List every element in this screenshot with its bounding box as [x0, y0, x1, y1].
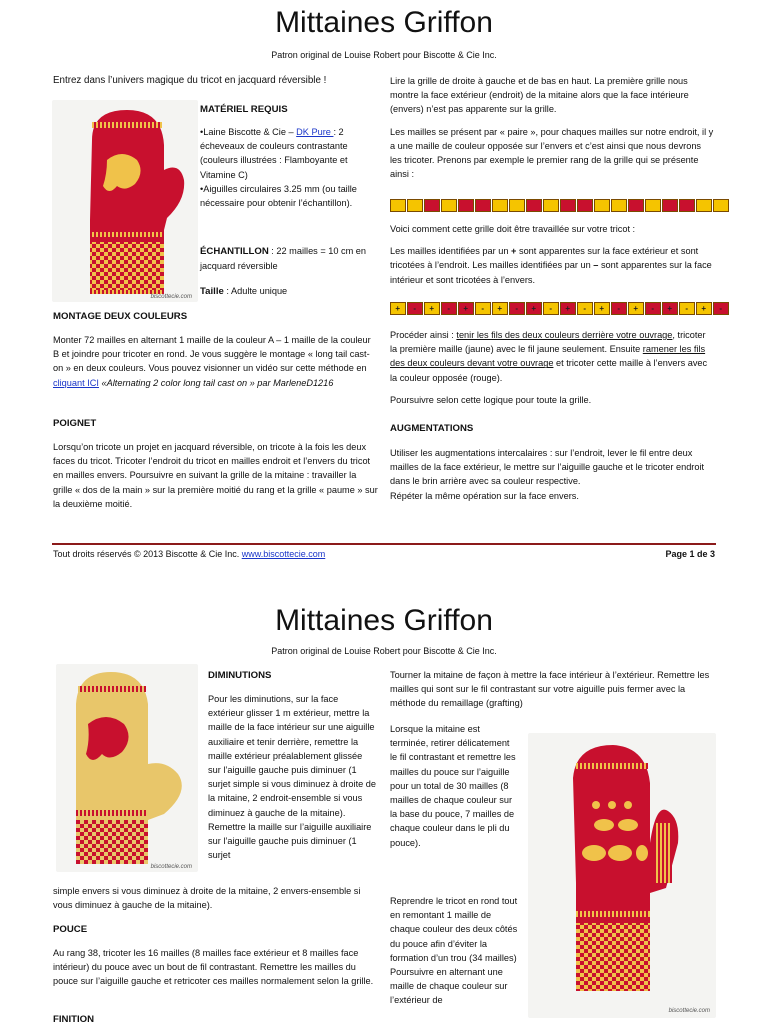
- page1-right-column-2: [390, 222, 715, 295]
- page2-right-para-2: Lorsque la mitaine est terminée, retirer délicatement le fil contrastant et remettre les mailles du pouce sur l’aiguille pour un total de 30 mailles (8 mailles de chaque couleur sur la base du pouce, 7 mailles de chaque couleur dans le pli du pouce).: [390, 724, 516, 848]
- montage-heading: MONTAGE DEUX COULEURS: [53, 311, 188, 322]
- grid-cell: [713, 199, 729, 212]
- page1-subtitle: Patron original de Louise Robert pour Biscotte & Cie Inc.: [271, 50, 497, 60]
- materiel-item-1-text: •Laine Biscotte & Cie –: [200, 127, 297, 137]
- taille-label: Taille: [200, 286, 224, 297]
- proceder-paragraph: Procéder ainsi : tenir les fils des deux couleurs derrière votre ouvrage, tricoter la première maille (jaune) avec le fil jaune seulement. Ensuite ramener les fils des deux couleurs devant votre ouvrage et tricoter cette maille à l’envers avec la couleur opposée (rouge).: [390, 330, 708, 383]
- symbol-grid-cell: -: [441, 302, 457, 315]
- grid-cell: [577, 199, 593, 212]
- intro-text: Entrez dans l’univers magique du tricot en jacquard réversible !: [53, 75, 327, 86]
- symbol-grid-cell: -: [679, 302, 695, 315]
- page-number: Page 1 de 3: [665, 549, 715, 559]
- symbol-grid-cell: -: [475, 302, 491, 315]
- symbol-grid-cell: -: [577, 302, 593, 315]
- symbol-grid-cell: -: [645, 302, 661, 315]
- grid-cell: [560, 199, 576, 212]
- taille: [200, 284, 287, 299]
- symbol-grid-cell: +: [560, 302, 576, 315]
- diminutions-heading: DIMINUTIONS: [208, 670, 272, 681]
- poursuivre-paragraph: Poursuivre selon cette logique pour toute la grille.: [390, 394, 592, 405]
- symbol-grid-cell: +: [628, 302, 644, 315]
- augmentations-text: Utiliser les augmentations intercalaires : sur l’endroit, lever le fil entre deux mailles de la face extérieur, le mettre sur l’aiguille gauche et le tricoter endroit dans le brin arrière avec sa couleur respective. Répéter la même opération sur la face envers.: [390, 448, 705, 501]
- work-grid-paragraph: Voici comment cette grille doit être travaillée sur votre tricot :: [390, 224, 636, 234]
- echantillon: [200, 244, 376, 273]
- photo-caption-1: biscottecie.com: [150, 294, 192, 300]
- grid-cell: [526, 199, 542, 212]
- symbol-grid-cell: +: [526, 302, 542, 315]
- symbol-grid-cell: +: [662, 302, 678, 315]
- dk-pure-link[interactable]: DK Pure: [296, 127, 334, 137]
- finition-heading: FINITION: [53, 1014, 95, 1025]
- grid-reading-paragraph: Lire la grille de droite à gauche et de bas en haut. La première grille nous montre la face extérieur (endroit) de la mitaine alors que la face intérieure (envers) n’est pas apparente sur la grille.: [390, 76, 689, 115]
- symbols-paragraph: Les mailles identifiées par un + sont apparentes sur la face extérieur et sont tricotées à l’endroit. Les mailles identifiées par un – sont apparentes sur la face intérieur et sont tricotées à l’envers.: [390, 246, 712, 285]
- page2-title: Mittaines Griffon: [275, 604, 493, 637]
- poignet-text: Lorsqu’on tricote un projet en jacquard réversible, on tricote à la fois les deux faces du tricot. Tricoter l’endroit du tricot en mailles endroit et l’envers du tricot en mailles envers. Poursuivre en suivant la grille de la mitaine : travailler la grille « dos de la main » sur la première moitié du rang et la grille « paume » sur la deuxième moitié.: [53, 442, 378, 509]
- grid-cell: [458, 199, 474, 212]
- symbol-grid-cell: -: [611, 302, 627, 315]
- mitten-illustration-1: [52, 100, 198, 302]
- mitten-photo-3: [528, 733, 716, 1018]
- materiel-section: [200, 125, 376, 210]
- grid-cell: [407, 199, 423, 212]
- echantillon-text: : 22 mailles = 10 cm en jacquard réversible: [200, 246, 367, 272]
- taille-text: : Adulte unique: [223, 286, 288, 296]
- grid-cell: [696, 199, 712, 212]
- echantillon-label: ÉCHANTILLON: [200, 246, 269, 257]
- symbol-grid-cell: +: [424, 302, 440, 315]
- page2-right-para-3: Reprendre le tricot en rond tout en remontant 1 maille de chaque couleur des deux côtés du pouce afin d’éviter la formation d’un trou (34 mailles) Poursuivre en alternant une maille de chaque couleur sur l’extérieur de: [390, 896, 518, 1006]
- symbol-grid-cell: -: [543, 302, 559, 315]
- color-grid-row: [390, 199, 730, 212]
- mitten-illustration-3: [528, 733, 716, 1018]
- symbol-grid-cell: +: [696, 302, 712, 315]
- grid-cell: [543, 199, 559, 212]
- footer-rule: [52, 543, 716, 545]
- footer-copyright: Tout droits réservés © 2013 Biscotte & Cie Inc. www.biscottecie.com: [53, 549, 326, 559]
- materiel-heading: MATÉRIEL REQUIS: [200, 104, 288, 115]
- grid-cell: [611, 199, 627, 212]
- grid-cell: [424, 199, 440, 212]
- plus-symbol: +: [511, 246, 517, 257]
- symbol-grid-cell: +: [594, 302, 610, 315]
- symbol-grid-cell: -: [713, 302, 729, 315]
- grid-cell: [441, 199, 457, 212]
- grid-cell: [390, 199, 406, 212]
- diminutions-text-cont: simple envers si vous diminuez à droite de la mitaine, 2 envers-ensemble si vous diminuez à gauche de la mitaine).: [53, 886, 361, 911]
- pouce-heading: POUCE: [53, 924, 88, 935]
- montage-text: [53, 333, 378, 390]
- grid-cell: [594, 199, 610, 212]
- pairs-paragraph: Les mailles se présent par « paire », pour chaques mailles sur notre endroit, il y a une maille de couleur opposée sur l’envers et c’est ainsi que nous devrons les tricoter. Prenons par exemple le premier rang de la grille qui se présente ainsi :: [390, 126, 714, 180]
- montage-video-title: «Alternating 2 color long tail cast on » par MarleneD1216: [98, 377, 334, 388]
- symbol-grid-cell: -: [407, 302, 423, 315]
- page1-title: Mittaines Griffon: [275, 6, 493, 39]
- grid-cell: [509, 199, 525, 212]
- grid-cell: [662, 199, 678, 212]
- pouce-text: Au rang 38, tricoter les 16 mailles (8 mailles face extérieur et 8 mailles face intérieur) du pouce avec un bout de fil contrastant. Remettre les mailles du pouce sur l’aiguille gauche et retricoter ces mailles normalement selon la grille.: [53, 948, 374, 987]
- cliquant-ici-link[interactable]: cliquant ICI: [53, 377, 99, 388]
- mitten-illustration-2: [56, 664, 198, 872]
- grid-cell: [645, 199, 661, 212]
- mitten-photo-2: [56, 664, 198, 872]
- grid-cell: [628, 199, 644, 212]
- symbol-grid-row: [390, 302, 730, 315]
- materiel-item-1-rest: : 2 écheveaux de couleurs contrastante (couleurs illustrées : Flamboyante et Vitamine C): [200, 127, 348, 180]
- photo-caption-2: biscottecie.com: [150, 864, 192, 870]
- proceder-underlined-1: tenir les fils des deux couleurs derrière votre ouvrage: [456, 330, 673, 340]
- mitten-photo-1: [52, 100, 198, 302]
- symbol-grid-cell: +: [390, 302, 406, 315]
- symbol-grid-cell: +: [492, 302, 508, 315]
- symbol-grid-cell: +: [458, 302, 474, 315]
- proceder-underlined-2: ramener les fils des deux couleurs devant votre ouvrage: [390, 344, 706, 369]
- photo-caption-3: biscottecie.com: [668, 1008, 710, 1014]
- page2-subtitle: Patron original de Louise Robert pour Biscotte & Cie Inc.: [271, 646, 497, 656]
- montage-body: Monter 72 mailles en alternant 1 maille de la couleur A – 1 maille de la couleur B et joindre pour tricoter en rond. Je vous suggère le montage « long tail cast-on » en deux couleurs. Vous pouvez visionner un vidéo sur cette méthode en: [53, 335, 371, 374]
- website-link[interactable]: www.biscottecie.com: [241, 549, 326, 559]
- poignet-heading: POIGNET: [53, 418, 97, 429]
- symbol-grid-cell: -: [509, 302, 525, 315]
- grid-cell: [492, 199, 508, 212]
- minus-symbol: –: [593, 260, 599, 271]
- page1-right-column-3: [390, 328, 715, 415]
- diminutions-text: Pour les diminutions, sur la face extérieur glisser 1 m extérieur, mettre la maille de la face intérieur sur une aiguille auxiliaire et tenir derrière, remettre la maille extérieur préalablement glissée sur l’aiguille gauche puis diminuer (1 surjet simple si vous diminuez à droite de la mitaine, 2 endroit-ensemble si vous diminuez à gauche de la mitaine). Remettre la maille sur l’aiguille auxiliaire sur l’aiguille gauche puis diminuer (1 surjet: [208, 694, 377, 861]
- grid-cell: [475, 199, 491, 212]
- grid-cell: [679, 199, 695, 212]
- page1-right-column: [390, 74, 715, 189]
- page2-right-para-1: Tourner la mitaine de façon à mettre la face intérieur à l’extérieur. Remettre les mailles qui sont sur le fil contrastant sur votre aiguille puis fermer avec la méthode du remaillage (grafting): [390, 670, 710, 709]
- augmentations-heading: AUGMENTATIONS: [390, 423, 474, 434]
- materiel-item-2: •Aiguilles circulaires 3.25 mm (ou taille nécessaire pour obtenir l’échantillon).: [200, 183, 357, 209]
